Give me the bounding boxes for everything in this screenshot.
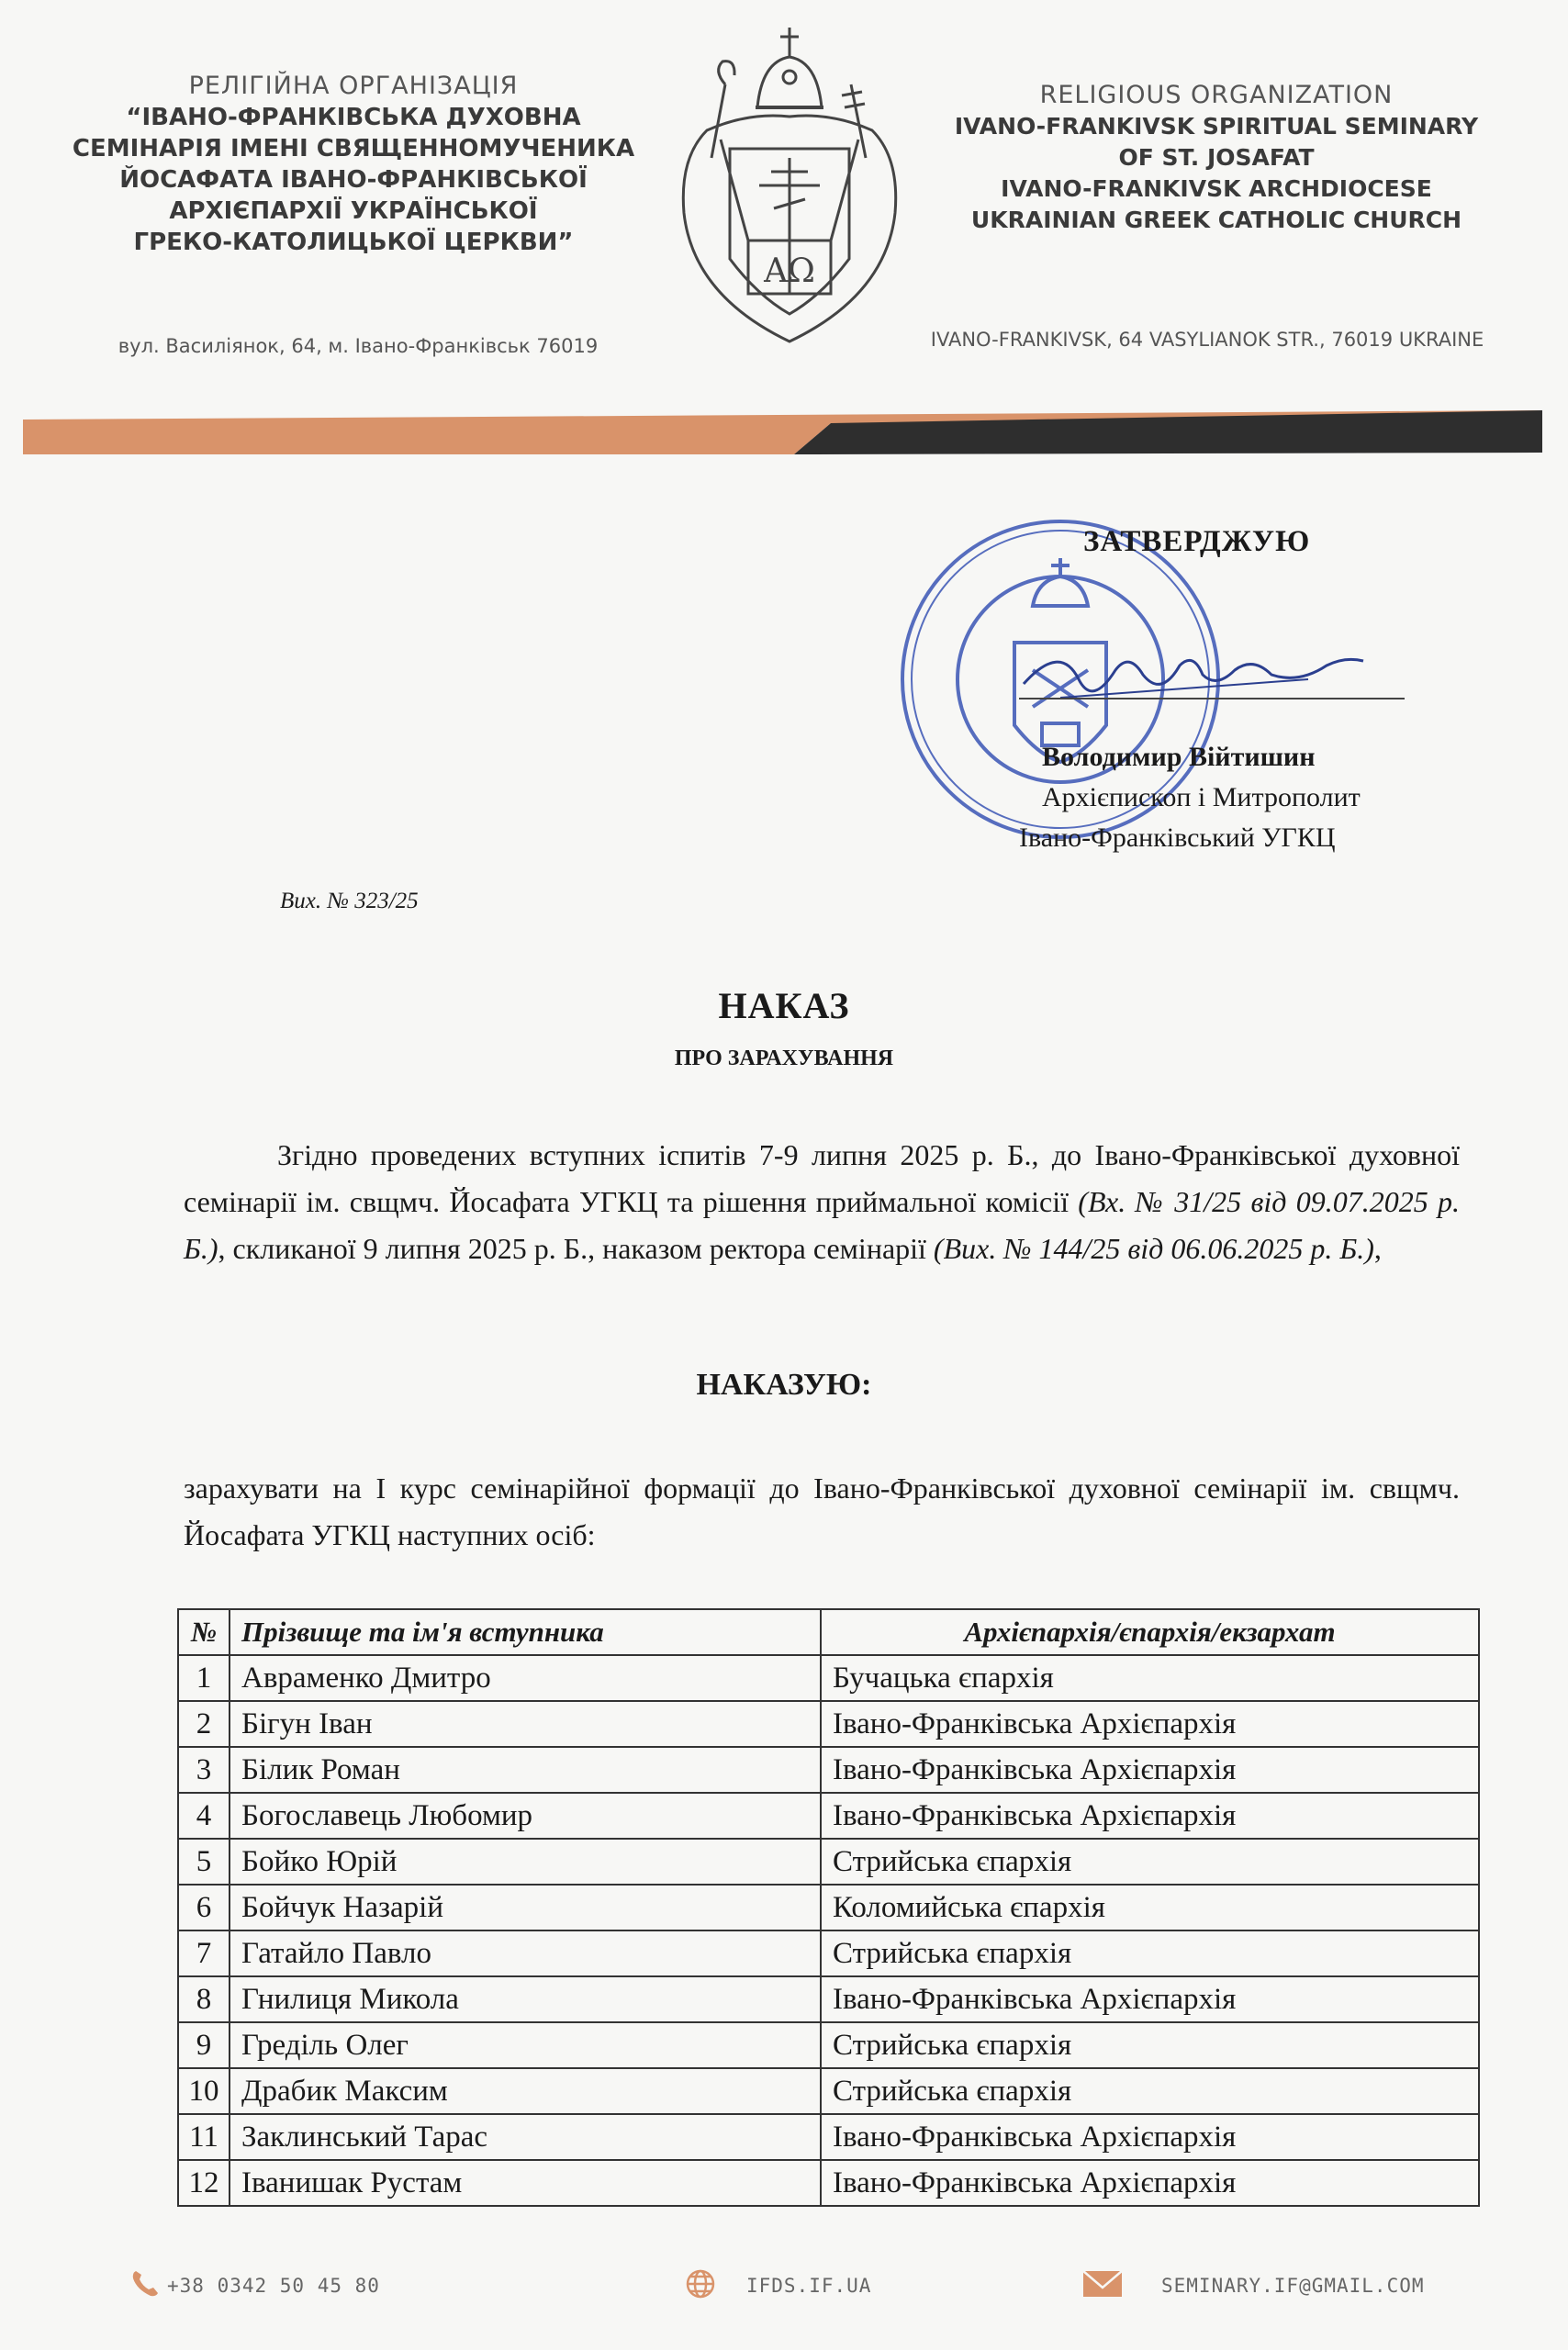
- applicant-name: Заклинський Тарас: [230, 2114, 821, 2160]
- row-number: 8: [178, 1976, 230, 2022]
- row-number: 12: [178, 2160, 230, 2206]
- org-name-line: IVANO-FRANKIVSK ARCHDIOCESE: [1001, 175, 1432, 202]
- org-name-line: IVANO-FRANKIVSK SPIRITUAL SEMINARY: [954, 113, 1479, 140]
- row-number: 4: [178, 1793, 230, 1839]
- header-name: Прізвище та ім'я вступника: [230, 1609, 821, 1655]
- applicant-name: Гатайло Павло: [230, 1930, 821, 1976]
- org-type-ua: РЕЛІГІЙНА ОРГАНІЗАЦІЯ: [188, 72, 519, 100]
- footer-website[interactable]: IFDS.IF.UA: [746, 2275, 872, 2297]
- globe-icon: [684, 2267, 717, 2300]
- applicant-name: Авраменко Дмитро: [230, 1655, 821, 1701]
- applicant-name: Іванишак Рустам: [230, 2160, 821, 2206]
- table-row: [178, 1930, 1479, 1976]
- footer-email[interactable]: SEMINARY.IF@GMAIL.COM: [1161, 2275, 1425, 2297]
- para-text: Згідно проведених вступних іспитів 7-9 липня 2025 р. Б., до Івано-Франківської духовної семінарії ім. свщмч. Йосафата УГКЦ та рішення приймальної комісії: [184, 1138, 1460, 1218]
- row-number: 9: [178, 2022, 230, 2068]
- para-ref: (Вх. № 31/25 від 09.07.2025 р. Б.): [184, 1185, 1461, 1265]
- org-type-en: RELIGIOUS ORGANIZATION: [1039, 81, 1394, 109]
- applicant-name: Греділь Олег: [230, 2022, 821, 2068]
- outgoing-number: Вих. № 323/25: [280, 889, 419, 913]
- applicant-eparchy: Стрийська єпархія: [821, 1930, 1479, 1976]
- table-row: [178, 1701, 1479, 1747]
- applicant-eparchy: Стрийська єпархія: [821, 2022, 1479, 2068]
- table-row: [178, 1976, 1479, 2022]
- intro-paragraph: [184, 1132, 1460, 1272]
- letterhead-right: [918, 81, 1515, 236]
- address-en: IVANO-FRANKIVSK, 64 VASYLIANOK STR., 76019 UKRAINE: [930, 329, 1484, 351]
- letterhead-left: [55, 72, 652, 258]
- para-text: , скликаної 9 липня 2025 р. Б., наказом ректора семінарії: [218, 1232, 934, 1265]
- table-row: [178, 2160, 1479, 2206]
- approver-position: Івано-Франківський УГКЦ: [1019, 822, 1336, 853]
- table-row: [178, 1793, 1479, 1839]
- applicant-eparchy: Бучацька єпархія: [821, 1655, 1479, 1701]
- applicant-eparchy: Коломийська єпархія: [821, 1885, 1479, 1930]
- applicant-eparchy: Івано-Франківська Архієпархія: [821, 1793, 1479, 1839]
- crest-alpha-omega: ΑΩ: [764, 252, 815, 290]
- applicant-eparchy: Івано-Франківська Архієпархія: [821, 2160, 1479, 2206]
- table-row: [178, 1747, 1479, 1793]
- footer-phone: +38 0342 50 45 80: [167, 2275, 380, 2297]
- signature-icon: [1005, 633, 1372, 716]
- seminary-crest-icon: [656, 20, 923, 351]
- admission-table: [177, 1608, 1480, 2207]
- header-number: №: [178, 1609, 230, 1655]
- header-eparchy: Архієпархія/єпархія/екзархат: [821, 1609, 1479, 1655]
- applicant-name: Богославець Любомир: [230, 1793, 821, 1839]
- approver-position: Архієпископ і Митрополит: [1042, 782, 1361, 812]
- mail-icon: [1081, 2267, 1124, 2300]
- document-subtitle: ПРО ЗАРАХУВАННЯ: [674, 1046, 894, 1070]
- org-name-ua: [55, 102, 652, 258]
- org-name-line: ГРЕКО-КАТОЛИЦЬКОЇ ЦЕРКВИ”: [133, 229, 574, 256]
- row-number: 2: [178, 1701, 230, 1747]
- address-ua: вул. Василіянок, 64, м. Івано-Франківськ 76019: [118, 335, 599, 357]
- applicant-name: Гнилиця Микола: [230, 1976, 821, 2022]
- applicant-eparchy: Івано-Франківська Архієпархія: [821, 2114, 1479, 2160]
- applicant-name: Бойко Юрій: [230, 1839, 821, 1885]
- table-row: [178, 1839, 1479, 1885]
- row-number: 5: [178, 1839, 230, 1885]
- table-header-row: [178, 1609, 1479, 1655]
- row-number: 11: [178, 2114, 230, 2160]
- letterhead-band: [23, 410, 1542, 462]
- org-name-line: СЕМІНАРІЯ ІМЕНІ СВЯЩЕННОМУЧЕНИКА: [72, 135, 635, 162]
- applicant-eparchy: Івано-Франківська Архієпархія: [821, 1701, 1479, 1747]
- table-row: [178, 1655, 1479, 1701]
- phone-icon: [129, 2267, 162, 2300]
- applicant-eparchy: Стрийська єпархія: [821, 2068, 1479, 2114]
- applicant-name: Драбик Максим: [230, 2068, 821, 2114]
- approval-title: ЗАТВЕРДЖУЮ: [1083, 525, 1311, 558]
- row-number: 7: [178, 1930, 230, 1976]
- para-ref: (Вих. № 144/25 від 06.06.2025 р. Б.): [933, 1232, 1374, 1265]
- para-text: ,: [1373, 1232, 1382, 1265]
- signature-line: [1019, 698, 1405, 699]
- row-number: 3: [178, 1747, 230, 1793]
- table-row: [178, 2022, 1479, 2068]
- document-title: НАКАЗ: [718, 985, 850, 1026]
- order-paragraph: зарахувати на І курс семінарійної формації до Івано-Франківської духовної семінарії ім. свщмч. Йосафата УГКЦ наступних осіб:: [184, 1472, 1460, 1551]
- applicant-eparchy: Івано-Франківська Архієпархія: [821, 1976, 1479, 2022]
- org-name-line: ЙОСАФАТА ІВАНО-ФРАНКІВСЬКОЇ: [119, 166, 588, 194]
- applicant-eparchy: Стрийська єпархія: [821, 1839, 1479, 1885]
- applicant-name: Бігун Іван: [230, 1701, 821, 1747]
- org-name-line: OF ST. JOSAFAT: [1118, 144, 1315, 171]
- order-heading: НАКАЗУЮ:: [696, 1368, 872, 1402]
- applicant-name: Бойчук Назарій: [230, 1885, 821, 1930]
- table-row: [178, 2114, 1479, 2160]
- row-number: 10: [178, 2068, 230, 2114]
- row-number: 6: [178, 1885, 230, 1930]
- applicant-eparchy: Івано-Франківська Архієпархія: [821, 1747, 1479, 1793]
- approver-name: Володимир Війтишин: [1042, 742, 1316, 772]
- table-row: [178, 2068, 1479, 2114]
- org-name-line: АРХІЄПАРХІЇ УКРАЇНСЬКОЇ: [169, 197, 538, 225]
- row-number: 1: [178, 1655, 230, 1701]
- org-name-en: [918, 111, 1515, 236]
- table-row: [178, 1885, 1479, 1930]
- org-name-line: “ІВАНО-ФРАНКІВСЬКА ДУХОВНА: [126, 104, 581, 131]
- applicant-name: Білик Роман: [230, 1747, 821, 1793]
- org-name-line: UKRAINIAN GREEK CATHOLIC CHURCH: [970, 207, 1462, 233]
